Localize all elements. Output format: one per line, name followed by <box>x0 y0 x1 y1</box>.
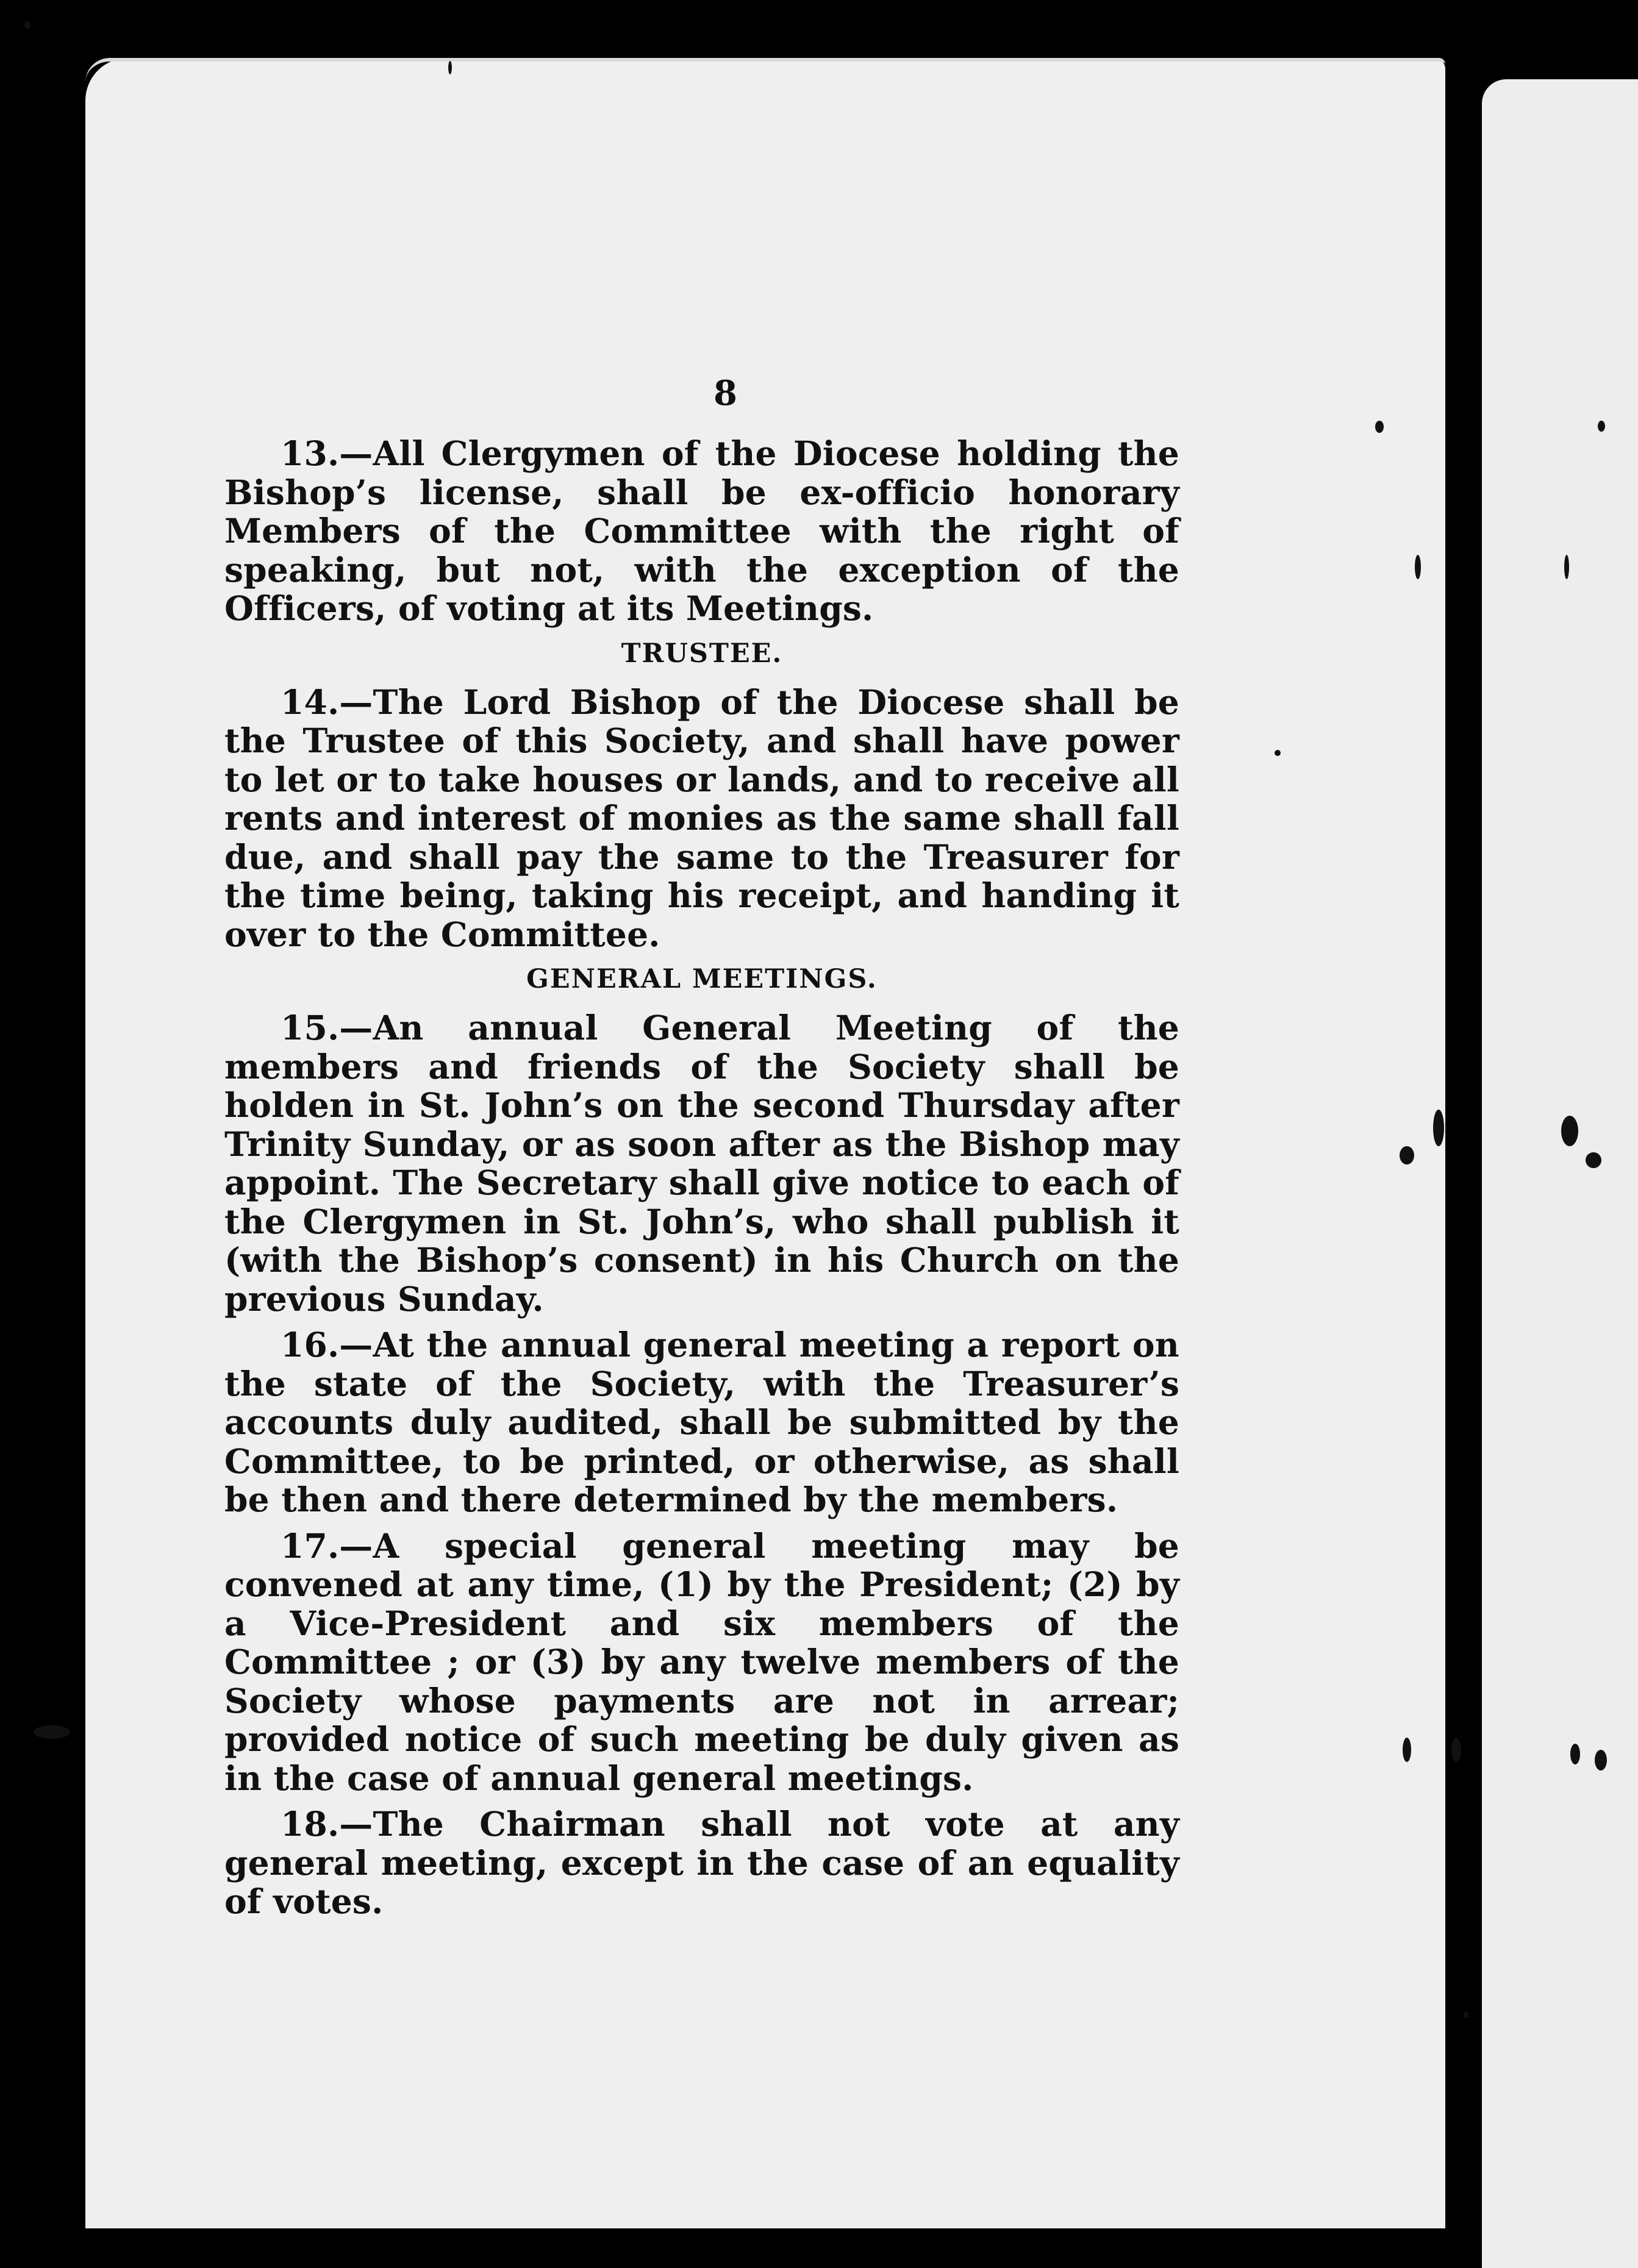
adjacent-page-edge <box>1482 79 1638 2268</box>
heading-general-meetings: GENERAL MEETINGS. <box>526 964 878 994</box>
paragraph-18: 18.—The Chairman shall not vote at any general meeting, except in the case of an equality of votes. <box>224 1804 1179 1921</box>
speck <box>1464 2012 1468 2018</box>
speck <box>1586 1152 1601 1168</box>
speck <box>1375 421 1384 433</box>
paragraph-15: 15.—An annual General Meeting of the members and friends of the Society shall be holden in St. John’s on the second Thursday after Trinity Sunday, or as soon after as the Bishop may appoint. The Secretary shall give notice to each of the Clergymen in St. John’s, who shall publish it (with the Bishop’s consent) in his Church on the previous Sunday. <box>224 1008 1179 1319</box>
heading-trustee: TRUSTEE. <box>621 638 783 669</box>
page-body <box>224 366 1179 1928</box>
speck <box>1400 1146 1414 1164</box>
speck <box>1403 1738 1411 1762</box>
speck <box>1451 1738 1461 1762</box>
speck <box>1564 555 1569 579</box>
paragraph-14: 14.—The Lord Bishop of the Diocese shall be the Trustee of this Society, and shall have power to let or to take houses or lands, and to receive all rents and interest of monies as the same shall fall due, and shall pay the same to the Treasurer for the time being, taking his receipt, and handing it over to the Committee. <box>224 682 1179 954</box>
speck <box>24 21 30 29</box>
speck <box>34 1725 70 1739</box>
speck <box>1570 1744 1580 1764</box>
speck <box>1433 1110 1444 1146</box>
speck <box>1415 555 1421 579</box>
speck <box>1275 750 1281 756</box>
speck <box>1595 1750 1607 1771</box>
speck <box>1598 421 1605 432</box>
page-number: 8 <box>713 373 737 413</box>
speck <box>1561 1116 1578 1146</box>
paragraph-16: 16.—At the annual general meeting a report on the state of the Society, with the Treasurer’s accounts duly audited, shall be submitted by the Committee, to be printed, or otherwise, as shall be then and there determined by the members. <box>224 1325 1179 1519</box>
speck <box>448 61 452 74</box>
paragraph-13: 13.—All Clergymen of the Diocese holding the Bishop’s license, shall be ex-officio honorary Members of the Committee with the right of speaking, but not, with the exception of the Officers, of voting at its Meetings. <box>224 433 1179 628</box>
paragraph-17: 17.—A special general meeting may be convened at any time, (1) by the President; (2) by a Vice-President and six members of the Committee ; or (3) by any twelve members of the Society whose payments are not in arrear; provided notice of such meeting be duly given as in the case of annual general meetings. <box>224 1525 1179 1798</box>
